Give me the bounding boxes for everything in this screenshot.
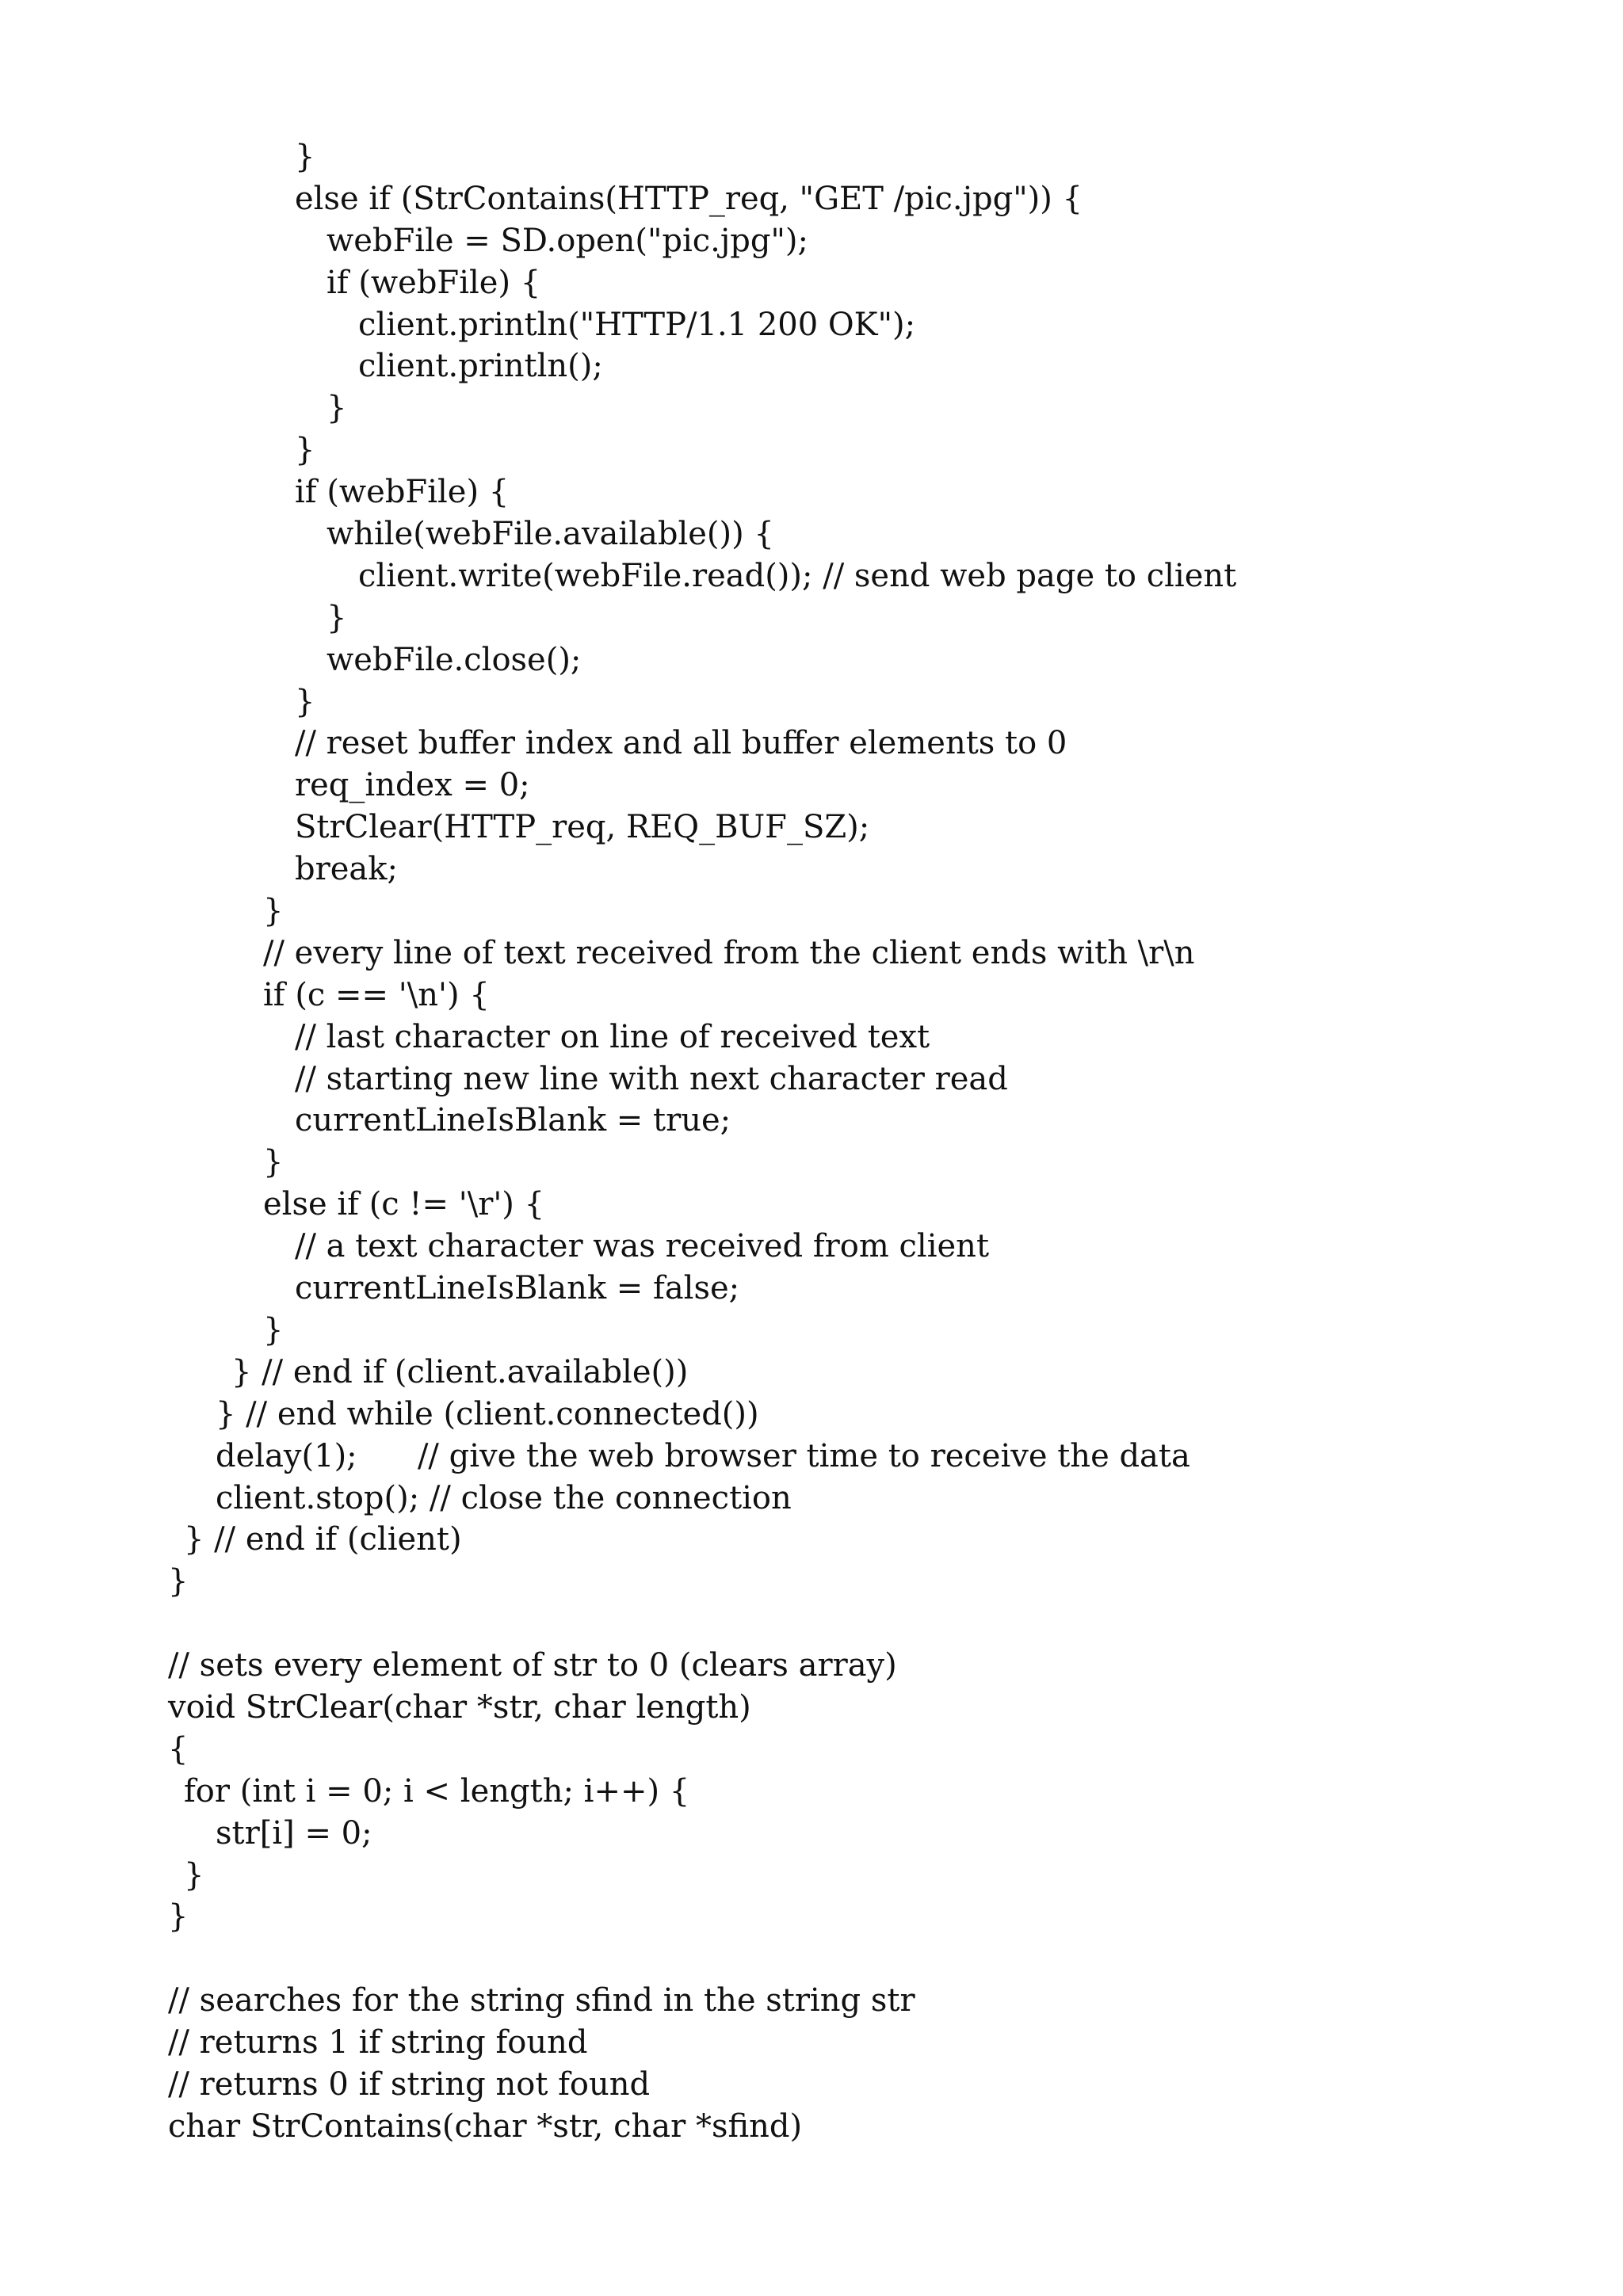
code-line: // a text character was received from client <box>295 1228 990 1265</box>
code-line: } <box>263 1311 284 1348</box>
code-line: currentLineIsBlank = true; <box>295 1102 731 1139</box>
code-line: } <box>184 1856 204 1894</box>
code-listing <box>168 136 1563 2148</box>
code-line: } // end while (client.connected()) <box>216 1395 759 1432</box>
code-line: client.stop(); // close the connection <box>216 1479 792 1516</box>
code-line: StrClear(HTTP_req, REQ_BUF_SZ); <box>295 809 870 846</box>
code-line: delay(1); // give the web browser time to receive the data <box>216 1437 1190 1474</box>
code-line: // returns 0 if string not found <box>168 2065 651 2103</box>
code-line: // searches for the string sfind in the string str <box>168 1982 915 2019</box>
code-line: // returns 1 if string found <box>168 2024 588 2061</box>
code-line: client.println("HTTP/1.1 200 OK"); <box>358 306 916 343</box>
code-line: // every line of text received from the client ends with \r\n <box>263 934 1195 971</box>
code-line: break; <box>295 851 398 888</box>
blank-line <box>168 1603 1563 1645</box>
code-line: str[i] = 0; <box>216 1814 372 1852</box>
code-line: for (int i = 0; i < length; i++) { <box>184 1772 690 1810</box>
code-line: } <box>168 1563 189 1600</box>
code-line: // last character on line of received text <box>295 1018 930 1055</box>
code-line: } <box>263 893 284 930</box>
code-line: webFile.close(); <box>327 641 582 678</box>
code-line: while(webFile.available()) { <box>327 516 774 553</box>
code-line: } <box>327 390 347 427</box>
code-line: if (webFile) { <box>327 264 541 301</box>
code-line: client.println(); <box>358 348 603 385</box>
code-line: } <box>295 139 315 175</box>
code-line: currentLineIsBlank = false; <box>295 1270 740 1307</box>
code-line: } <box>295 683 315 720</box>
code-line: if (webFile) { <box>295 474 510 511</box>
code-line: } <box>327 599 347 636</box>
code-line: else if (StrContains(HTTP_req, "GET /pic.jpg")) { <box>295 180 1083 217</box>
code-line: // sets every element of str to 0 (clears array) <box>168 1647 897 1684</box>
code-line: webFile = SD.open("pic.jpg"); <box>327 222 808 259</box>
code-line: } <box>263 1144 284 1181</box>
code-line: // starting new line with next character read <box>295 1060 1008 1097</box>
code-line: char StrContains(char *str, char *sfind) <box>168 2107 803 2145</box>
code-line: void StrClear(char *str, char length) <box>168 1688 751 1726</box>
blank-line <box>168 1938 1563 1980</box>
code-line: { <box>168 1730 189 1768</box>
code-line: else if (c != '\r') { <box>263 1186 545 1223</box>
code-line: client.write(webFile.read()); // send web page to client <box>358 557 1237 594</box>
code-line: } // end if (client) <box>184 1521 462 1558</box>
code-line: // reset buffer index and all buffer elements to 0 <box>295 725 1067 762</box>
code-line: req_index = 0; <box>295 767 530 804</box>
code-line: if (c == '\n') { <box>263 976 490 1013</box>
code-line: } // end if (client.available()) <box>231 1353 689 1390</box>
code-line: } <box>168 1898 189 1936</box>
code-line: } <box>295 432 315 469</box>
